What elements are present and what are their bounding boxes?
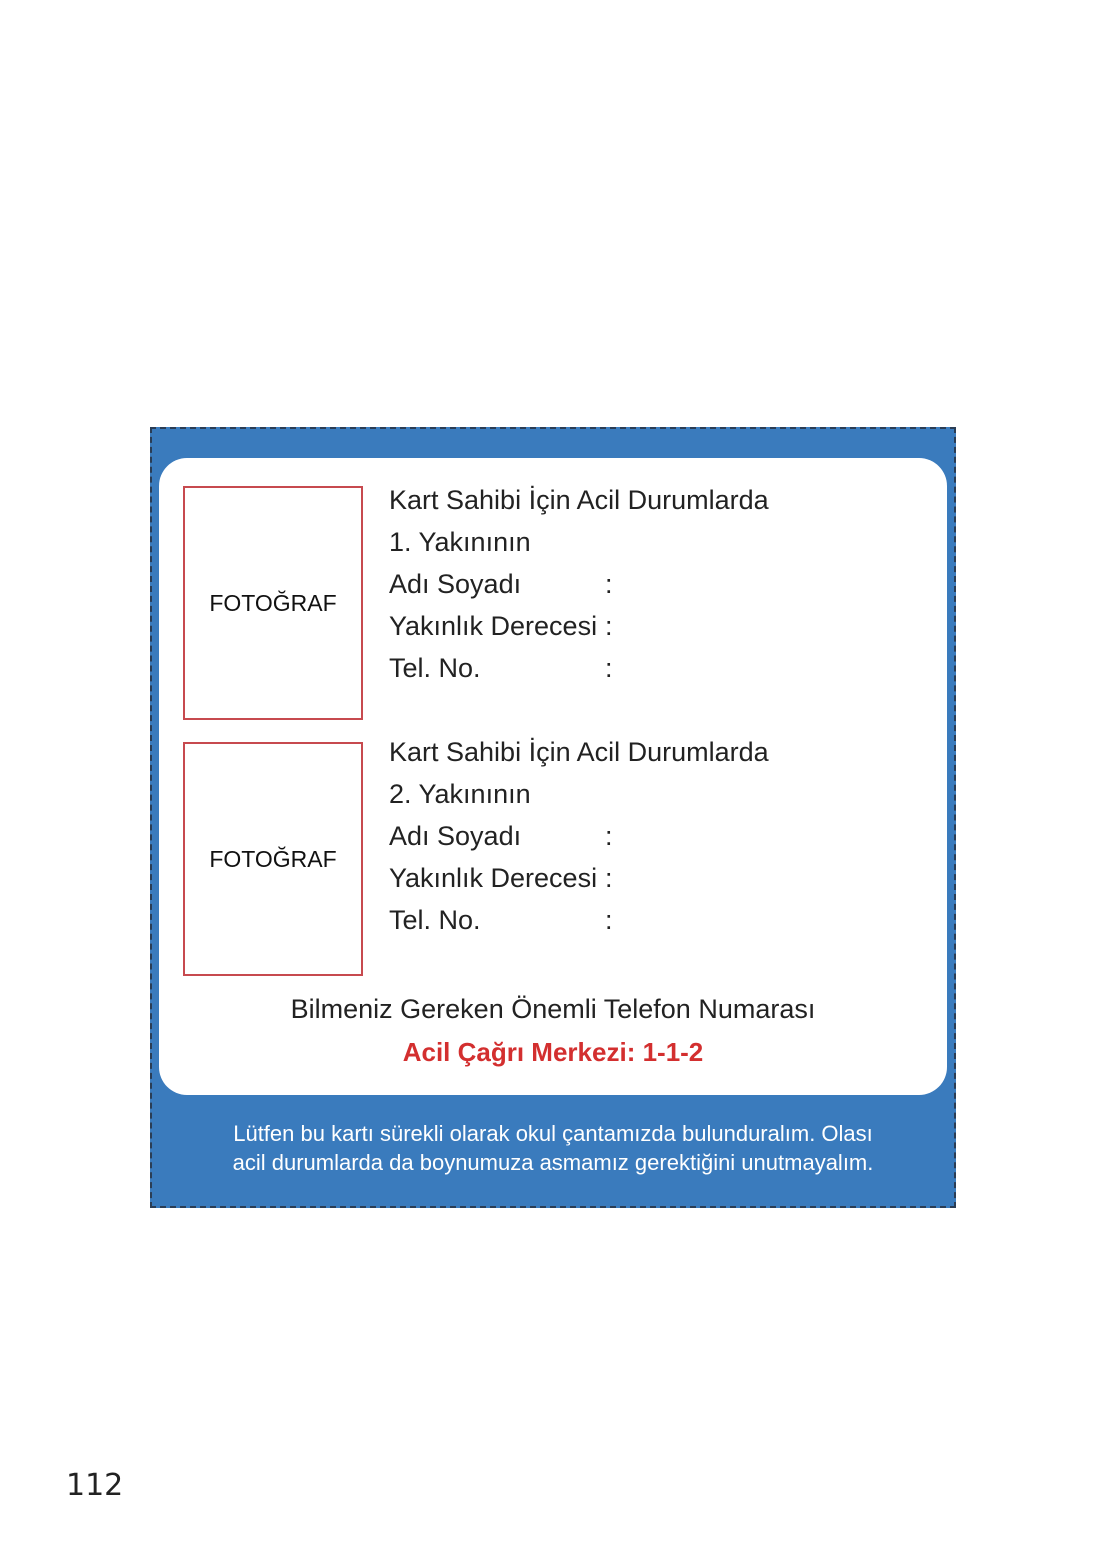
footer-line-2: acil durumlarda da boynumuza asmamız gerektiğini unutmayalım. xyxy=(232,1150,874,1175)
field-phone-row xyxy=(389,899,929,941)
important-phone-heading: Bilmeniz Gereken Önemli Telefon Numarası xyxy=(290,994,816,1024)
field-colon: : xyxy=(605,863,613,893)
field-phone-row xyxy=(389,647,929,689)
photo-label: FOTOĞRAF xyxy=(209,845,337,872)
field-name-row xyxy=(389,815,929,857)
field-label: Tel. No. xyxy=(389,905,481,935)
photo-placeholder-2 xyxy=(183,742,363,976)
field-label: Tel. No. xyxy=(389,653,481,683)
emergency-call-center: Acil Çağrı Merkezi: 1-1-2 xyxy=(402,1037,704,1067)
card-inner-panel xyxy=(159,458,947,1095)
contact-heading: Kart Sahibi İçin Acil Durumlarda xyxy=(389,485,769,515)
field-relation-row xyxy=(389,857,929,899)
emergency-card xyxy=(150,427,956,1208)
contact-info-2 xyxy=(389,731,929,941)
field-colon: : xyxy=(605,653,613,683)
photo-placeholder-1 xyxy=(183,486,363,720)
footer-line-1: Lütfen bu kartı sürekli olarak okul çantamızda bulunduralım. Olası xyxy=(233,1121,873,1146)
field-relation-row xyxy=(389,605,929,647)
field-name-row xyxy=(389,563,929,605)
contact-info-1 xyxy=(389,479,929,689)
field-label: Adı Soyadı xyxy=(389,821,522,851)
page-number: 112 xyxy=(66,1468,124,1503)
field-colon: : xyxy=(605,821,613,851)
relative-label: 1. Yakınının xyxy=(389,527,531,557)
field-colon: : xyxy=(605,569,613,599)
card-footer-note xyxy=(152,1119,954,1177)
field-label: Yakınlık Derecesi xyxy=(389,863,598,893)
photo-label: FOTOĞRAF xyxy=(209,589,337,616)
contact-heading: Kart Sahibi İçin Acil Durumlarda xyxy=(389,737,769,767)
field-colon: : xyxy=(605,611,613,641)
relative-label: 2. Yakınının xyxy=(389,779,531,809)
field-colon: : xyxy=(605,905,613,935)
field-label: Adı Soyadı xyxy=(389,569,522,599)
field-label: Yakınlık Derecesi xyxy=(389,611,598,641)
